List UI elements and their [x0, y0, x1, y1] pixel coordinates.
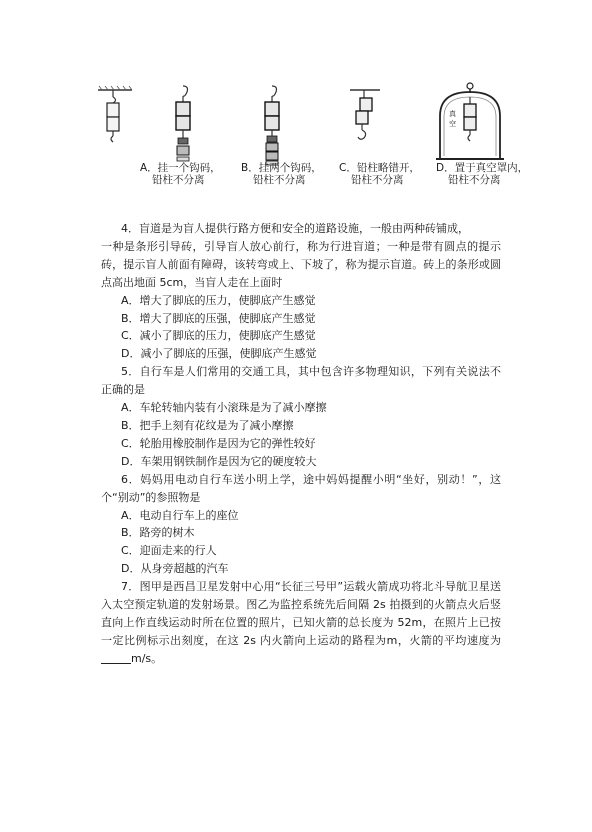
lead-cylinder-offset-diagram [346, 84, 390, 164]
figure-row [96, 84, 529, 194]
q7-stem [101, 578, 501, 668]
q5-option-a: A．车轮转轴内装有小滚珠是为了减小摩擦 [121, 401, 327, 415]
question-6 [101, 471, 501, 578]
q4-stem-rest: 一种是条形引导砖，引导盲人放心前行，称为行进盲道；一种是带有圆点的提示砖，提示盲人前面有障碍，该转弯或上、下坡了，称为提示盲道。砖上的条形或圆点高出地面 5cm，当盲人走在上面时 [101, 239, 501, 289]
q4-option-b: B．增大了脚底的压强，使脚底产生感觉 [121, 311, 316, 325]
q4-option-d: D．减小了脚底的压强，使脚底产生感觉 [121, 347, 317, 361]
q6-stem: 6．妈妈用电动自行车送小明上学，途中妈妈提醒小明“坐好，别动！”，这个“别动”的参照物是 [101, 472, 501, 504]
q7-answer-blank [101, 652, 131, 664]
caption-a: A．挂一个钩码， 铅柱不分离 [140, 162, 221, 186]
question-5 [101, 363, 501, 470]
q7-stem-part1: 7．图甲是西昌卫星发射中心用“长征三号甲”运载火箭成功将北斗导航卫星送入太空预定轨道的发射场景。图乙为监控系统先后间隔 2s 拍摄到的火箭点火后竖直向上作直线运动时所在位置的照片，已知火箭的总长度为 52m，在照片上已按一定比例标示出刻度，在这 2s 内火箭向上运动的路程为 [101, 580, 501, 647]
question-body [101, 220, 501, 668]
q7-stem-part2: m，火箭的平均速度为 [386, 633, 501, 647]
figure-bell-jar [432, 80, 508, 170]
q6-option-c: C．迎面走来的行人 [121, 544, 217, 558]
q5-stem: 5．自行车是人们常用的交通工具，其中包含许多物理知识，下列有关说法不正确的是 [101, 365, 501, 397]
caption-c: C．铅柱略错开， 铅柱不分离 [339, 162, 420, 186]
vacuum-bell-jar-diagram [432, 80, 508, 170]
bell-jar-label-char-2: 空 [449, 120, 456, 128]
q4-stem-line1: 4．盲道是为盲人提供行路方便和安全的道路设施，一般由两种砖铺成， [121, 222, 469, 235]
figure-a [96, 84, 136, 160]
figure-d [346, 84, 390, 164]
q6-option-d: D．从身旁超越的汽车 [121, 562, 229, 576]
q4-option-c: C．减小了脚底的压力，使脚底产生感觉 [121, 329, 316, 343]
question-4 [101, 220, 501, 363]
caption-b: B．挂两个钩码， 铅柱不分离 [241, 162, 322, 186]
caption-d: D．置于真空罩内， 铅柱不分离 [436, 162, 529, 186]
q5-option-b: B．把手上刻有花纹是为了减小摩擦 [121, 418, 294, 432]
q4-option-a: A．增大了脚底的压力，使脚底产生感觉 [121, 293, 316, 307]
q5-option-c: C．轮胎用橡胶制作是因为它的弹性较好 [121, 436, 316, 450]
bell-jar-label-char-1: 真 [449, 110, 456, 118]
q6-option-b: B．路旁的树木 [121, 526, 195, 540]
q6-option-a: A．电动自行车上的座位 [121, 508, 239, 522]
question-7 [101, 578, 501, 668]
q7-stem-part3: m/s。 [131, 651, 163, 665]
q5-option-d: D．车架用钢铁制作是因为它的硬度较大 [121, 454, 317, 468]
lead-cylinder-hook-diagram [96, 84, 136, 160]
